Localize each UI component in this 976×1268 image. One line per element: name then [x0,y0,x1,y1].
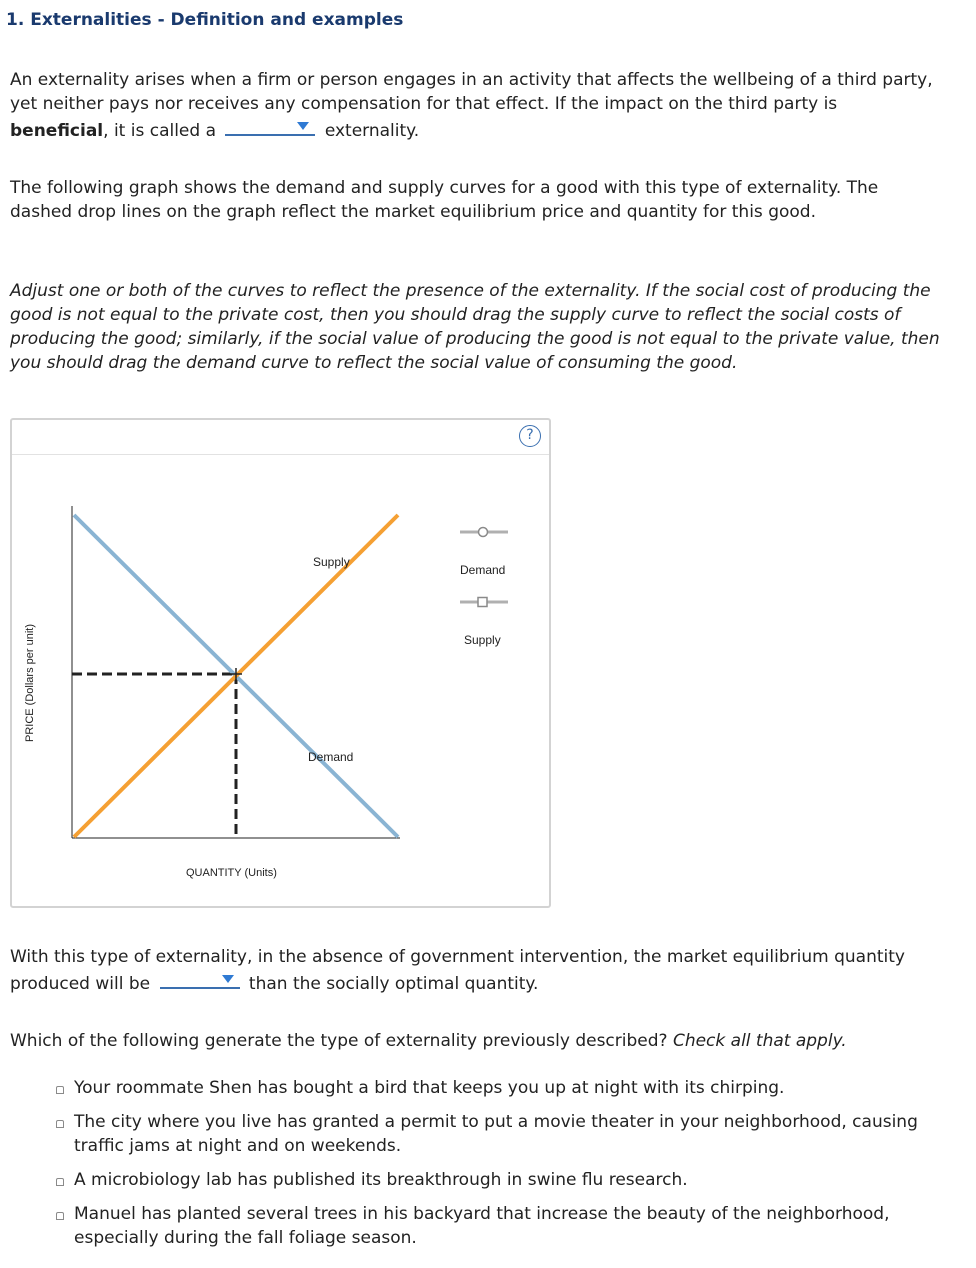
option-label-3: A microbiology lab has published its breakthrough in swine flu research. [74,1170,688,1190]
definition-text-cont: , it is called a [103,121,217,141]
list-item [56,1110,936,1158]
option-checkbox-2[interactable] [56,1120,64,1128]
demand-curve-label: Demand [308,750,354,764]
option-label-2: The city where you live has granted a permit to put a movie theater in your neighborhood, causing traffic jams at night and on weekends. [74,1112,918,1156]
beneficial-emphasis: beneficial [10,121,104,141]
legend-demand-label: Demand [460,563,506,577]
x-axis-label: QUANTITY (Units) [186,867,277,879]
check-all-instruction: Check all that apply. [672,1031,847,1051]
market-quantity-paragraph [10,945,940,996]
market-quantity-text: With this type of externality, in the absence of government intervention, the market equilibrium quantity produced will be [10,947,905,994]
chevron-down-icon [222,975,234,983]
supply-demand-graph [12,420,553,910]
option-label-4: Manuel has planted several trees in his backyard that increase the beauty of the neighborhood, especially during the fall foliage season. [74,1204,890,1248]
option-checkbox-4[interactable] [56,1212,64,1220]
chevron-down-icon [297,122,309,130]
externality-type-dropdown[interactable] [225,116,315,136]
list-item [56,1202,936,1250]
legend-supply-square-icon[interactable] [478,598,487,607]
option-checkbox-3[interactable] [56,1178,64,1186]
graph-intro-paragraph: The following graph shows the demand and supply curves for a good with this type of externality. The dashed drop lines on the graph reflect the market equilibrium price and quantity for this good. [10,178,879,222]
instructions-paragraph: Adjust one or both of the curves to reflect the presence of the externality. If the social cost of producing the good is not equal to the private cost, then you should drag the supply curve to reflect the social costs of producing the good; similarly, if the social value of producing the good is not equal to the private value, then you should drag the demand curve to reflect the social value of consuming the good. [10,281,940,373]
question-title: 1. Externalities - Definition and examples [6,10,404,30]
examples-prompt [10,1029,940,1053]
graph-panel [10,418,551,908]
supply-curve-label: Supply [313,555,350,569]
market-quantity-text-end: than the socially optimal quantity. [248,974,539,994]
definition-paragraph [10,68,940,143]
definition-text: An externality arises when a firm or person engages in an activity that affects the wellbeing of a third party, yet neither pays nor receives any compensation for that effect. If the impact on the third party is [10,70,933,114]
y-axis-label: PRICE (Dollars per unit) [24,624,36,742]
legend-supply-label: Supply [464,633,501,647]
option-checkbox-1[interactable] [56,1086,64,1094]
help-button[interactable]: ? [519,425,541,447]
definition-text-end: externality. [324,121,420,141]
examples-prompt-text: Which of the following generate the type of externality previously described? [10,1031,673,1051]
quantity-comparison-dropdown[interactable] [160,969,240,989]
legend-demand-circle-icon[interactable] [479,528,488,537]
option-label-1: Your roommate Shen has bought a bird that keeps you up at night with its chirping. [74,1078,785,1098]
list-item [56,1168,936,1192]
examples-checkbox-list [56,1076,936,1260]
list-item [56,1076,936,1100]
